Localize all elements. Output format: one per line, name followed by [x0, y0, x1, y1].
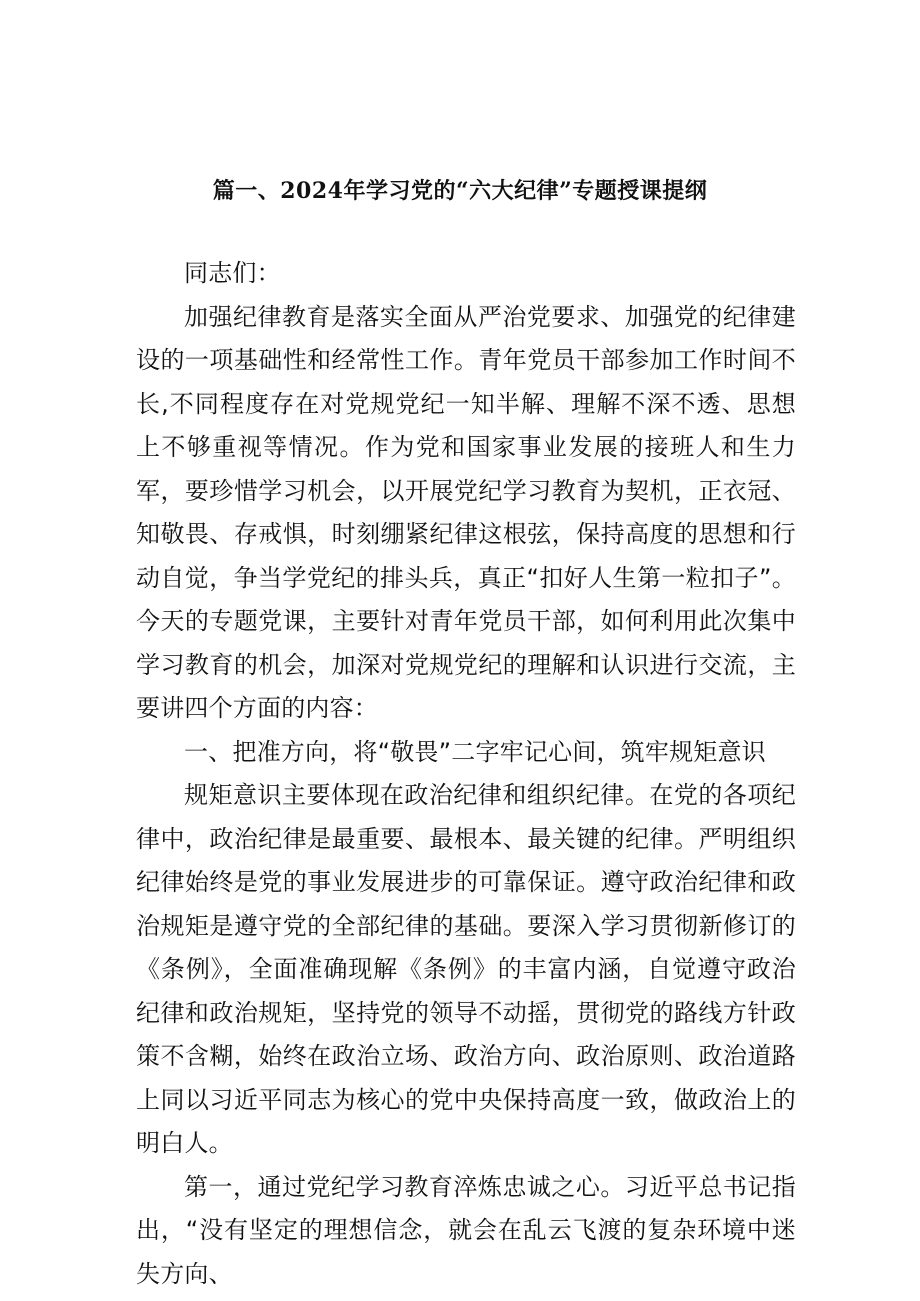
paragraph-intro: 加强纪律教育是落实全面从严治党要求、加强党的纪律建设的一项基础性和经常性工作。青年党员干部参加工作时间不长,不同程度存在对党规党纪一知半解、理解不深不透、思想上不够重视等情况。作为党和国家事业发展的接班人和生力军，要珍惜学习机会，以开展党纪学习教育为契机，正衣冠、知敬畏、存戒惧，时刻绷紧纪律这根弦，保持高度的思想和行动自觉，争当学党纪的排头兵，真正“扣好人生第一粒扣子”。今天的专题党课，主要针对青年党员干部，如何利用此次集中学习教育的机会，加深对党规党纪的理解和认识进行交流，主要讲四个方面的内容： — [136, 302, 796, 722]
salutation: 同志们： — [184, 259, 281, 287]
paragraph-loyalty: 第一，通过党纪学习教育淬炼忠诚之心。习近平总书记指出，“没有坚定的理想信念，就会在乱云飞渡的复杂环境中迷失方向、 — [136, 1172, 796, 1288]
paragraph-discipline: 规矩意识主要体现在政治纪律和组织纪律。在党的各项纪律中，政治纪律是最重要、最根本、最关键的纪律。严明组织纪律始终是党的事业发展进步的可靠保证。遵守政治纪律和政治规矩是遵守党的全部纪律的基础。要深入学习贯彻新修订的《条例》，全面准确现解《条例》的丰富内涵，自觉遵守政治纪律和政治规矩，坚持党的领导不动摇，贯彻党的路线方针政策不含糊，始终在政治立场、政治方向、政治原则、政治道路上同以习近平同志为核心的党中央保持高度一致，做政治上的明白人。 — [136, 781, 796, 1157]
section-heading-1: 一、把准方向，将“敬畏”二字牢记心间，筑牢规矩意识 — [184, 737, 766, 766]
document-title: 篇一、2024年学习党的“六大纪律”专题授课提纲 — [212, 178, 708, 204]
document-body — [136, 252, 796, 1296]
